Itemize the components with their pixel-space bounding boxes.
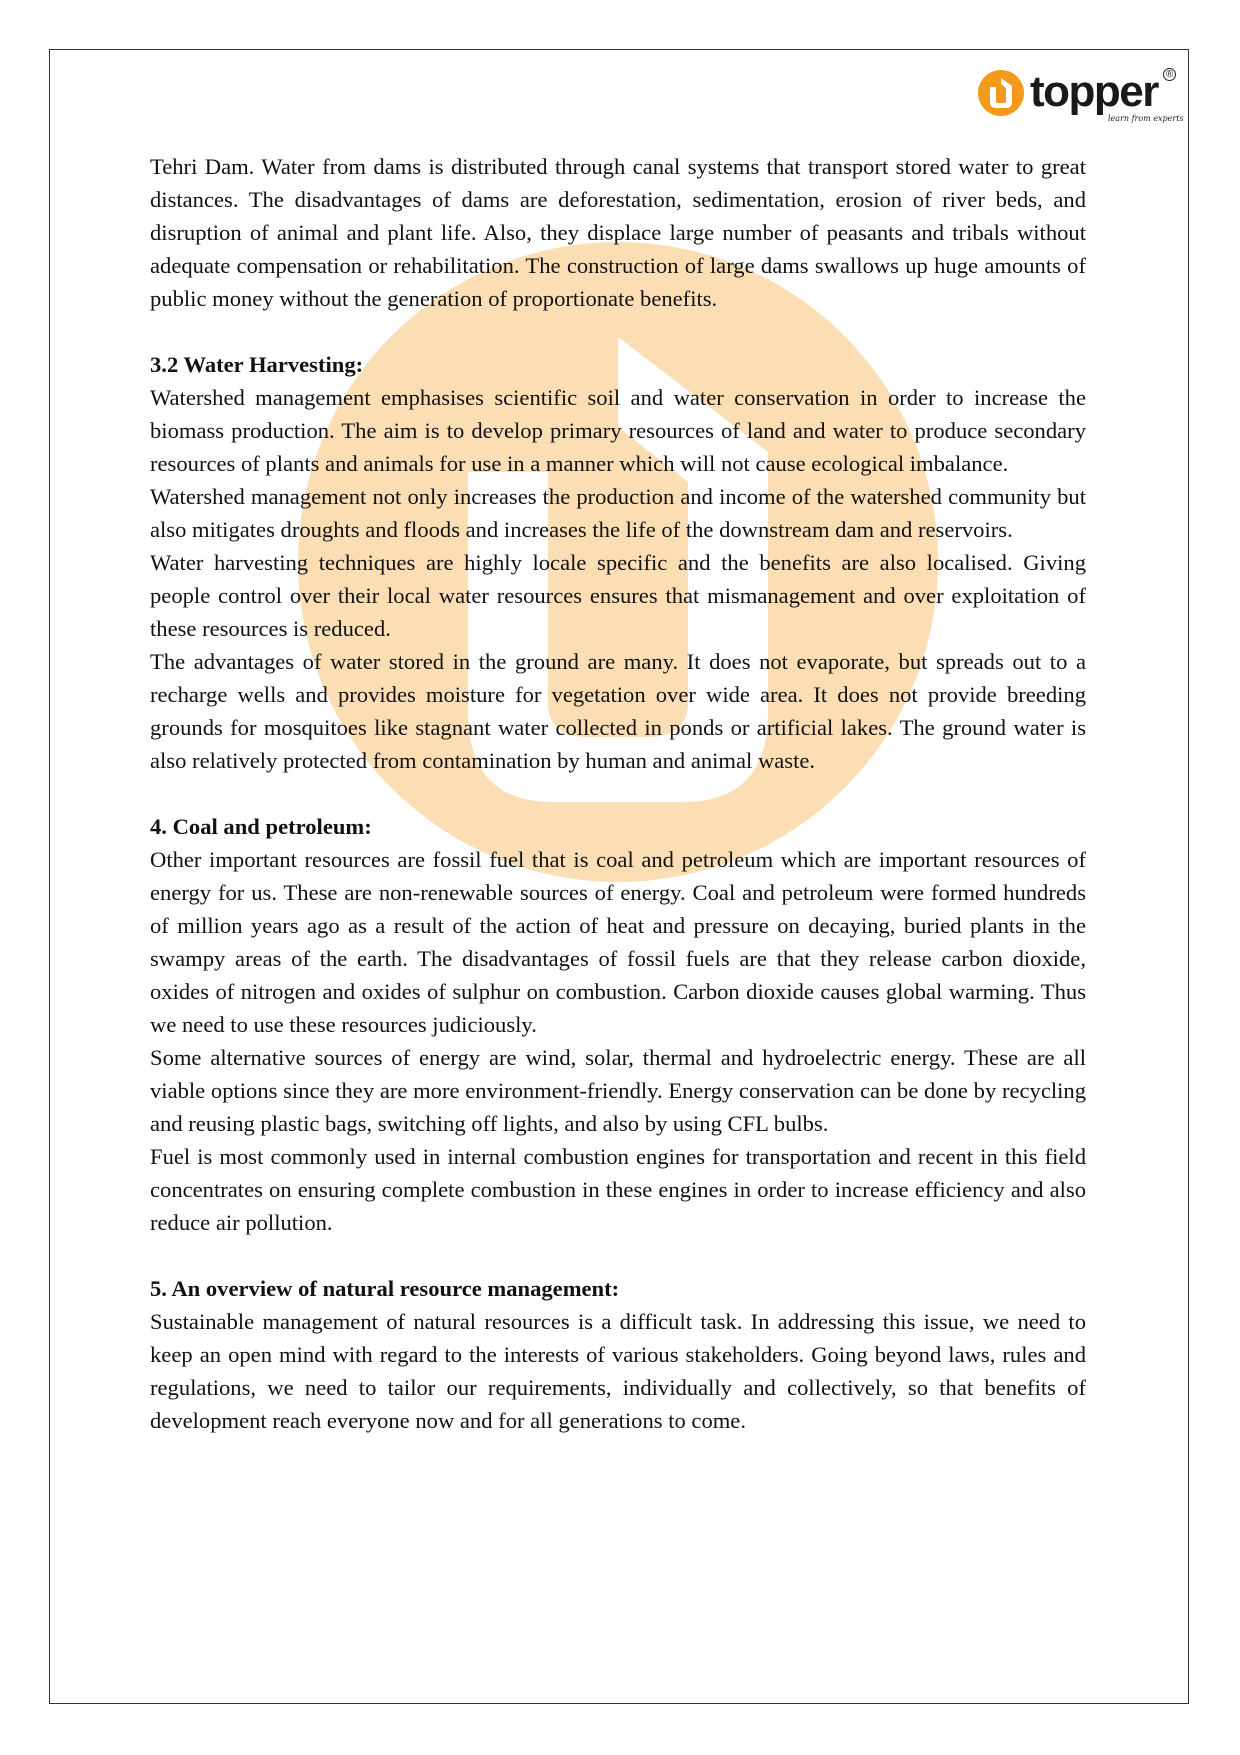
spacer: [150, 315, 1086, 348]
heading-overview: 5. An overview of natural resource management:: [150, 1276, 620, 1301]
spacer: [150, 1239, 1086, 1272]
water-harvesting-paragraph: Watershed management not only increases the production and income of the watershed community but also mitigates droughts and floods and increases the life of the downstream dam and reservoirs.: [150, 484, 1086, 542]
brand-tagline: learn from experts: [1108, 114, 1184, 123]
brand-logo: [978, 66, 1184, 130]
u-topper-logo-icon: [978, 70, 1024, 116]
coal-petroleum-paragraph: Some alternative sources of energy are wind, solar, thermal and hydroelectric energy. These are all viable options since they are more environment-friendly. Energy conservation can be done by recycling and reusing plastic bags, switching off lights, and also by using CFL bulbs.: [150, 1045, 1086, 1136]
water-harvesting-paragraph: Water harvesting techniques are highly locale specific and the benefits are also localised. Giving people control over their local water resources ensures that mismanagement and over exploitation of these resources is reduced.: [150, 550, 1086, 641]
registered-mark: ®: [1163, 68, 1176, 81]
water-harvesting-paragraph: Watershed management emphasises scientific soil and water conservation in order to increase the biomass production. The aim is to develop primary resources of land and water to produce secondary resources of plants and animals for use in a manner which will not cause ecological imbalance.: [150, 385, 1086, 476]
overview-paragraph: Sustainable management of natural resources is a difficult task. In addressing this issue, we need to keep an open mind with regard to the interests of various stakeholders. Going beyond laws, rules and regulations, we need to tailor our requirements, individually and collectively, so that benefits of development reach everyone now and for all generations to come.: [150, 1309, 1086, 1433]
intro-paragraph: Tehri Dam. Water from dams is distributed through canal systems that transport stored water to great distances. The disadvantages of dams are deforestation, sedimentation, erosion of river beds, and disruption of animal and plant life. Also, they displace large number of peasants and tribals without adequate compensation or rehabilitation. The construction of large dams swallows up huge amounts of public money without the generation of proportionate benefits.: [150, 154, 1086, 311]
document-body: [150, 150, 1086, 1437]
heading-water-harvesting: 3.2 Water Harvesting:: [150, 352, 364, 377]
brand-name: topper: [1030, 67, 1158, 116]
water-harvesting-paragraph: The advantages of water stored in the ground are many. It does not evaporate, but spreads out to a recharge wells and provides moisture for vegetation over wide area. It does not provide breeding grounds for mosquitoes like stagnant water collected in ponds or artificial lakes. The ground water is also relatively protected from contamination by human and animal waste.: [150, 649, 1086, 773]
spacer: [150, 777, 1086, 810]
coal-petroleum-paragraph: Other important resources are fossil fuel that is coal and petroleum which are important resources of energy for us. These are non-renewable sources of energy. Coal and petroleum were formed hundreds of million years ago as a result of the action of heat and pressure on decaying, buried plants in the swampy areas of the earth. The disadvantages of fossil fuels are that they release carbon dioxide, oxides of nitrogen and oxides of sulphur on combustion. Carbon dioxide causes global warming. Thus we need to use these resources judiciously.: [150, 847, 1086, 1037]
heading-coal-petroleum: 4. Coal and petroleum:: [150, 814, 372, 839]
coal-petroleum-paragraph: Fuel is most commonly used in internal combustion engines for transportation and recent in this field concentrates on ensuring complete combustion in these engines in order to increase efficiency and also reduce air pollution.: [150, 1144, 1086, 1235]
